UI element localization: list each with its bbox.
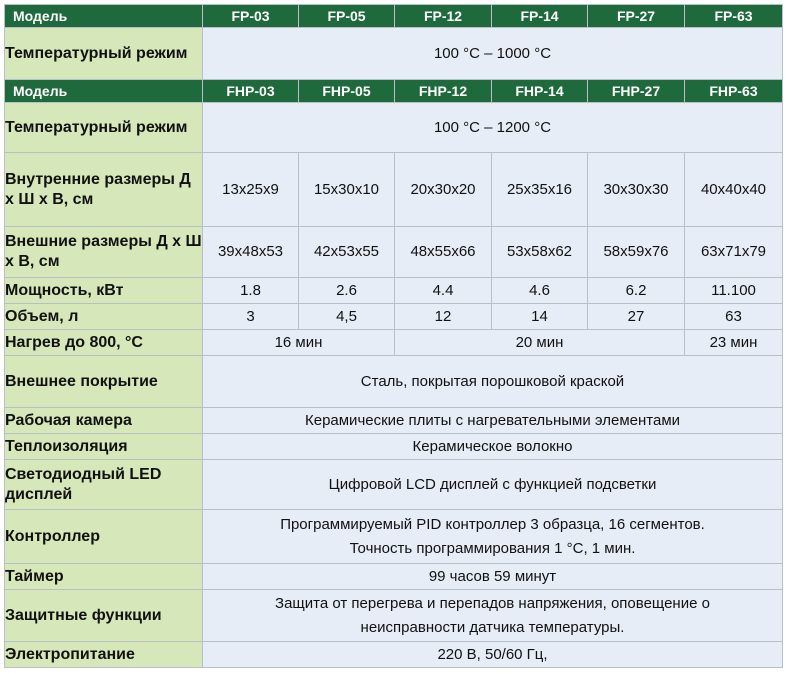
row-power-supply (5, 642, 783, 668)
volume-cell: 3 (203, 304, 299, 330)
volume-cell: 63 (685, 304, 783, 330)
heating-cell: 16 мин (203, 330, 395, 356)
model-fp-14: FP-14 (492, 5, 588, 28)
protection-value (203, 590, 783, 642)
row-coating (5, 356, 783, 408)
row-label: Светодиодный LED дисплей (5, 460, 203, 510)
temp-fhp-value: 100 °C – 1200 °C (203, 103, 783, 153)
temp-fp-value: 100 °C – 1000 °C (203, 28, 783, 80)
row-label: Таймер (5, 564, 203, 590)
outer-size-cell: 42x53x55 (299, 227, 395, 278)
power-supply-value: 220 В, 50/60 Гц, (203, 642, 783, 668)
timer-value: 99 часов 59 минут (203, 564, 783, 590)
display-value: Цифровой LCD дисплей с функцией подсветки (203, 460, 783, 510)
row-label: Объем, л (5, 304, 203, 330)
model-fp-12: FP-12 (395, 5, 492, 28)
inner-size-cell: 30x30x30 (588, 153, 685, 227)
outer-size-cell: 48x55x66 (395, 227, 492, 278)
volume-cell: 27 (588, 304, 685, 330)
row-outer-size (5, 227, 783, 278)
row-chamber (5, 408, 783, 434)
row-label: Внешние размеры Д х Ш х В, см (5, 227, 203, 278)
row-label: Нагрев до 800, °C (5, 330, 203, 356)
model-fp-05: FP-05 (299, 5, 395, 28)
outer-size-cell: 53x58x62 (492, 227, 588, 278)
row-label: Теплоизоляция (5, 434, 203, 460)
outer-size-cell: 39x48x53 (203, 227, 299, 278)
row-power (5, 278, 783, 304)
outer-size-cell: 63x71x79 (685, 227, 783, 278)
power-cell: 2.6 (299, 278, 395, 304)
outer-size-cell: 58x59x76 (588, 227, 685, 278)
row-label: Мощность, кВт (5, 278, 203, 304)
header-row-fp (5, 5, 783, 28)
model-fhp-63: FHP-63 (685, 80, 783, 103)
row-inner-size (5, 153, 783, 227)
power-cell: 11.100 (685, 278, 783, 304)
row-timer (5, 564, 783, 590)
model-fhp-05: FHP-05 (299, 80, 395, 103)
row-protection (5, 590, 783, 642)
row-controller (5, 510, 783, 564)
specifications-table (4, 4, 783, 668)
inner-size-cell: 40x40x40 (685, 153, 783, 227)
inner-size-cell: 13x25x9 (203, 153, 299, 227)
power-cell: 4.6 (492, 278, 588, 304)
row-volume (5, 304, 783, 330)
row-heating (5, 330, 783, 356)
inner-size-cell: 15x30x10 (299, 153, 395, 227)
row-label: Внешнее покрытие (5, 356, 203, 408)
row-label: Температурный режим (5, 28, 203, 80)
power-cell: 1.8 (203, 278, 299, 304)
model-fhp-03: FHP-03 (203, 80, 299, 103)
model-fhp-27: FHP-27 (588, 80, 685, 103)
insulation-value: Керамическое волокно (203, 434, 783, 460)
model-fhp-14: FHP-14 (492, 80, 588, 103)
chamber-value: Керамические плиты с нагревательными элементами (203, 408, 783, 434)
coating-value: Сталь, покрытая порошковой краской (203, 356, 783, 408)
controller-line-1: Программируемый PID контроллер 3 образца, 16 сегментов. (280, 515, 705, 533)
row-label: Контроллер (5, 510, 203, 564)
controller-value (203, 510, 783, 564)
row-label: Температурный режим (5, 103, 203, 153)
inner-size-cell: 25x35x16 (492, 153, 588, 227)
model-fp-27: FP-27 (588, 5, 685, 28)
model-fhp-12: FHP-12 (395, 80, 492, 103)
power-cell: 6.2 (588, 278, 685, 304)
protection-line-2: неисправности датчика температуры. (360, 618, 625, 636)
volume-cell: 4,5 (299, 304, 395, 330)
row-label: Рабочая камера (5, 408, 203, 434)
row-insulation (5, 434, 783, 460)
protection-line-1: Защита от перегрева и перепадов напряжения, оповещение о (275, 594, 710, 612)
row-label: Электропитание (5, 642, 203, 668)
header-label: Модель (5, 5, 203, 28)
row-label: Защитные функции (5, 590, 203, 642)
model-fp-63: FP-63 (685, 5, 783, 28)
heating-cell: 20 мин (395, 330, 685, 356)
header-label: Модель (5, 80, 203, 103)
power-cell: 4.4 (395, 278, 492, 304)
row-display (5, 460, 783, 510)
heating-cell: 23 мин (685, 330, 783, 356)
controller-line-2: Точность программирования 1 °C, 1 мин. (349, 539, 636, 557)
row-label: Внутренние размеры Д х Ш х В, см (5, 153, 203, 227)
volume-cell: 14 (492, 304, 588, 330)
model-fp-03: FP-03 (203, 5, 299, 28)
row-temp-fp (5, 28, 783, 80)
row-temp-fhp (5, 103, 783, 153)
volume-cell: 12 (395, 304, 492, 330)
header-row-fhp (5, 80, 783, 103)
inner-size-cell: 20x30x20 (395, 153, 492, 227)
